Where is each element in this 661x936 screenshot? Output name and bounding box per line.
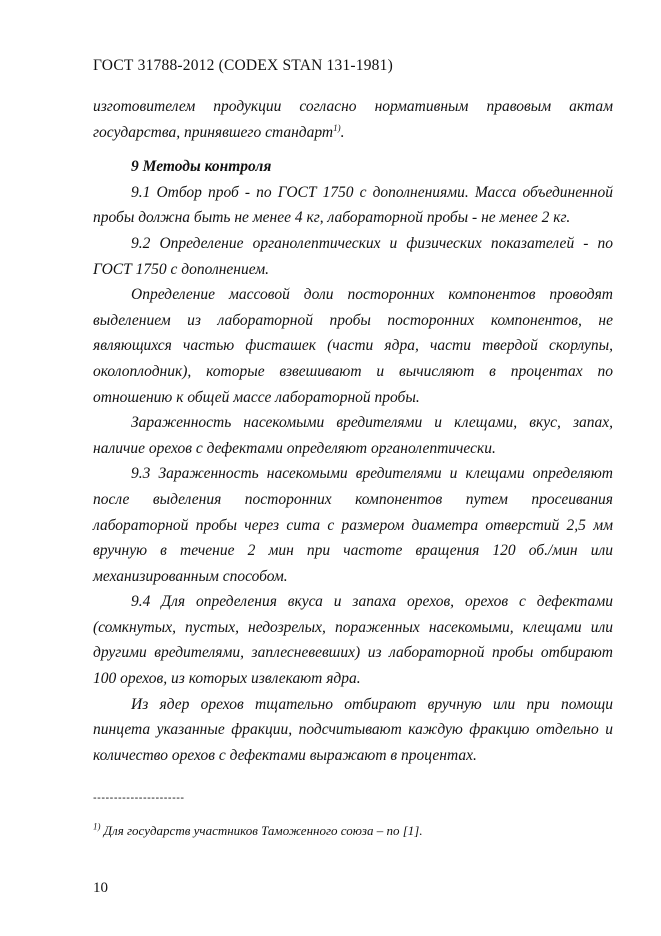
footnote-text: Для государств участников Таможенного союза – по [1].	[100, 823, 423, 838]
paragraph-9-3: 9.3 Зараженность насекомыми вредителями и клещами определяют после выделения посторонних компонентов путем просеивания лабораторной пробы через сита с размером диаметра отверстий 2,5 мм вручную в течение 2 мин при частоте вращения 120 об./мин или механизированным способом.	[93, 465, 613, 585]
paragraph-kernels: Из ядер орехов тщательно отбирают вручную или при помощи пинцета указанные фракции, подсчитывают каждую фракцию отдельно и количество орехов с дефектами выражают в процентах.	[93, 695, 613, 764]
intro-paragraph	[93, 94, 613, 145]
intro-text: изготовителем продукции согласно нормативным правовым актам государства, принявшего стандарт	[93, 98, 613, 141]
paragraph-foreign-components: Определение массовой доли посторонних компонентов проводят выделением из лабораторной пробы посторонних компонентов, не являющихся частью фисташек (части ядра, части твердой скорлупы, околоплодник), которые взвешивают и вычисляют в процентах по отношению к общей массе лабораторной пробы.	[93, 286, 613, 406]
footnote	[93, 823, 423, 839]
page-number: 10	[93, 880, 108, 896]
document-body	[93, 94, 613, 768]
document-header: ГОСТ 31788-2012 (CODEX STAN 131-1981)	[93, 57, 393, 74]
footnote-marker: 1)	[93, 821, 101, 832]
footnote-reference: 1)	[333, 122, 341, 133]
section-heading: 9 Методы контроля	[131, 158, 272, 176]
paragraph-9-1: 9.1 Отбор проб - по ГОСТ 1750 с дополнениями. Масса объединенной пробы должна быть не менее 4 кг, лабораторной пробы - не менее 2 кг.	[93, 183, 613, 227]
paragraph-9-2: 9.2 Определение органолептических и физических показателей - по ГОСТ 1750 с дополнением.	[93, 234, 613, 278]
paragraph-9-4: 9.4 Для определения вкуса и запаха орехов, орехов с дефектами (сомкнутых, пустых, недозрелых, пораженных насекомыми, клещами или другими вредителями, заплесневевших) из лабораторной пробы отбирают 100 орехов, из которых извлекают ядра.	[93, 593, 613, 688]
paragraph-infestation: Зараженность насекомыми вредителями и клещами, вкус, запах, наличие орехов с дефектами определяют органолептически.	[93, 414, 613, 457]
footnote-separator: ----------------------	[93, 792, 185, 804]
intro-end: .	[340, 123, 345, 141]
